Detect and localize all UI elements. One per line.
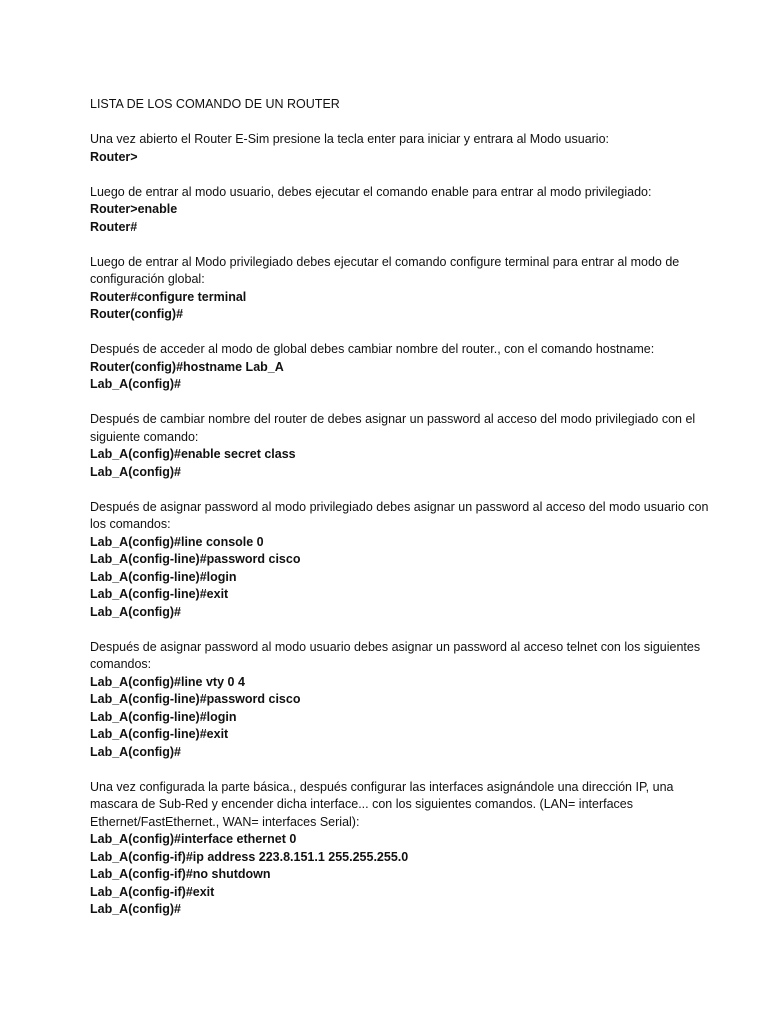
command-line: Router# — [90, 219, 138, 234]
section-hostname — [90, 341, 710, 394]
section-text: Una vez abierto el Router E-Sim presione la tecla enter para iniciar y entrara al Modo usuario: — [90, 132, 610, 146]
section-text: Luego de entrar al modo usuario, debes ejecutar el comando enable para entrar al modo privilegiado: — [90, 184, 652, 199]
section-text: Luego de entrar al Modo privilegiado debes ejecutar el comando configure terminal para entrar al modo de configuración global: — [90, 254, 680, 286]
section-global-config — [90, 254, 710, 324]
command-line: Lab_A(config)#line console 0 — [90, 534, 264, 549]
command-line: Lab_A(config-if)#no shutdown — [90, 867, 271, 881]
command-line: Lab_A(config-line)#login — [90, 569, 237, 584]
document-title: LISTA DE LOS COMANDO DE UN ROUTER — [90, 97, 340, 111]
command-line: Lab_A(config)# — [90, 464, 181, 479]
document-page — [90, 96, 710, 936]
command-line: Lab_A(config-line)#password cisco — [90, 692, 301, 706]
command-line: Lab_A(config-if)#ip address 223.8.151.1 255.255.255.0 — [90, 849, 409, 864]
section-text: Después de asignar password al modo usuario debes asignar un password al acceso telnet con los siguientes comandos: — [90, 639, 701, 671]
command-line: Lab_A(config)# — [90, 604, 181, 619]
command-line: Router#configure terminal — [90, 289, 247, 304]
section-text: Después de asignar password al modo privilegiado debes asignar un password al acceso del modo usuario con los comandos: — [90, 499, 709, 531]
section-text: Después de cambiar nombre del router de debes asignar un password al acceso del modo privilegiado con el siguiente comando: — [90, 412, 696, 444]
command-line: Lab_A(config-line)#exit — [90, 587, 229, 601]
section-console-password — [90, 499, 710, 622]
command-line: Lab_A(config)#line vty 0 4 — [90, 674, 245, 689]
command-line: Router> — [90, 149, 138, 164]
section-user-mode — [90, 131, 710, 166]
section-enable-secret — [90, 411, 710, 481]
command-line: Lab_A(config-line)#password cisco — [90, 552, 301, 566]
command-line: Lab_A(config-if)#exit — [90, 884, 215, 899]
command-line: Lab_A(config)# — [90, 744, 181, 759]
section-text: Una vez configurada la parte básica., después configurar las interfaces asignándole una dirección IP, una mascara de Sub-Red y encender dicha interface... con los siguientes comandos. (LAN= interfaces Ethernet/FastEthernet., WAN= interfaces Serial): — [90, 779, 674, 829]
command-line: Lab_A(config)# — [90, 377, 181, 391]
command-line: Lab_A(config)#interface ethernet 0 — [90, 832, 297, 846]
command-line: Lab_A(config-line)#login — [90, 709, 237, 724]
command-line: Router(config)#hostname Lab_A — [90, 359, 284, 374]
section-telnet-password — [90, 639, 710, 762]
section-interfaces — [90, 779, 710, 919]
section-text: Después de acceder al modo de global debes cambiar nombre del router., con el comando hostname: — [90, 342, 655, 356]
section-privileged-mode — [90, 184, 710, 237]
command-line: Lab_A(config)#enable secret class — [90, 447, 296, 461]
command-line: Lab_A(config-line)#exit — [90, 727, 229, 741]
command-line: Lab_A(config)# — [90, 902, 181, 916]
command-line: Router>enable — [90, 202, 178, 216]
command-line: Router(config)# — [90, 307, 184, 321]
